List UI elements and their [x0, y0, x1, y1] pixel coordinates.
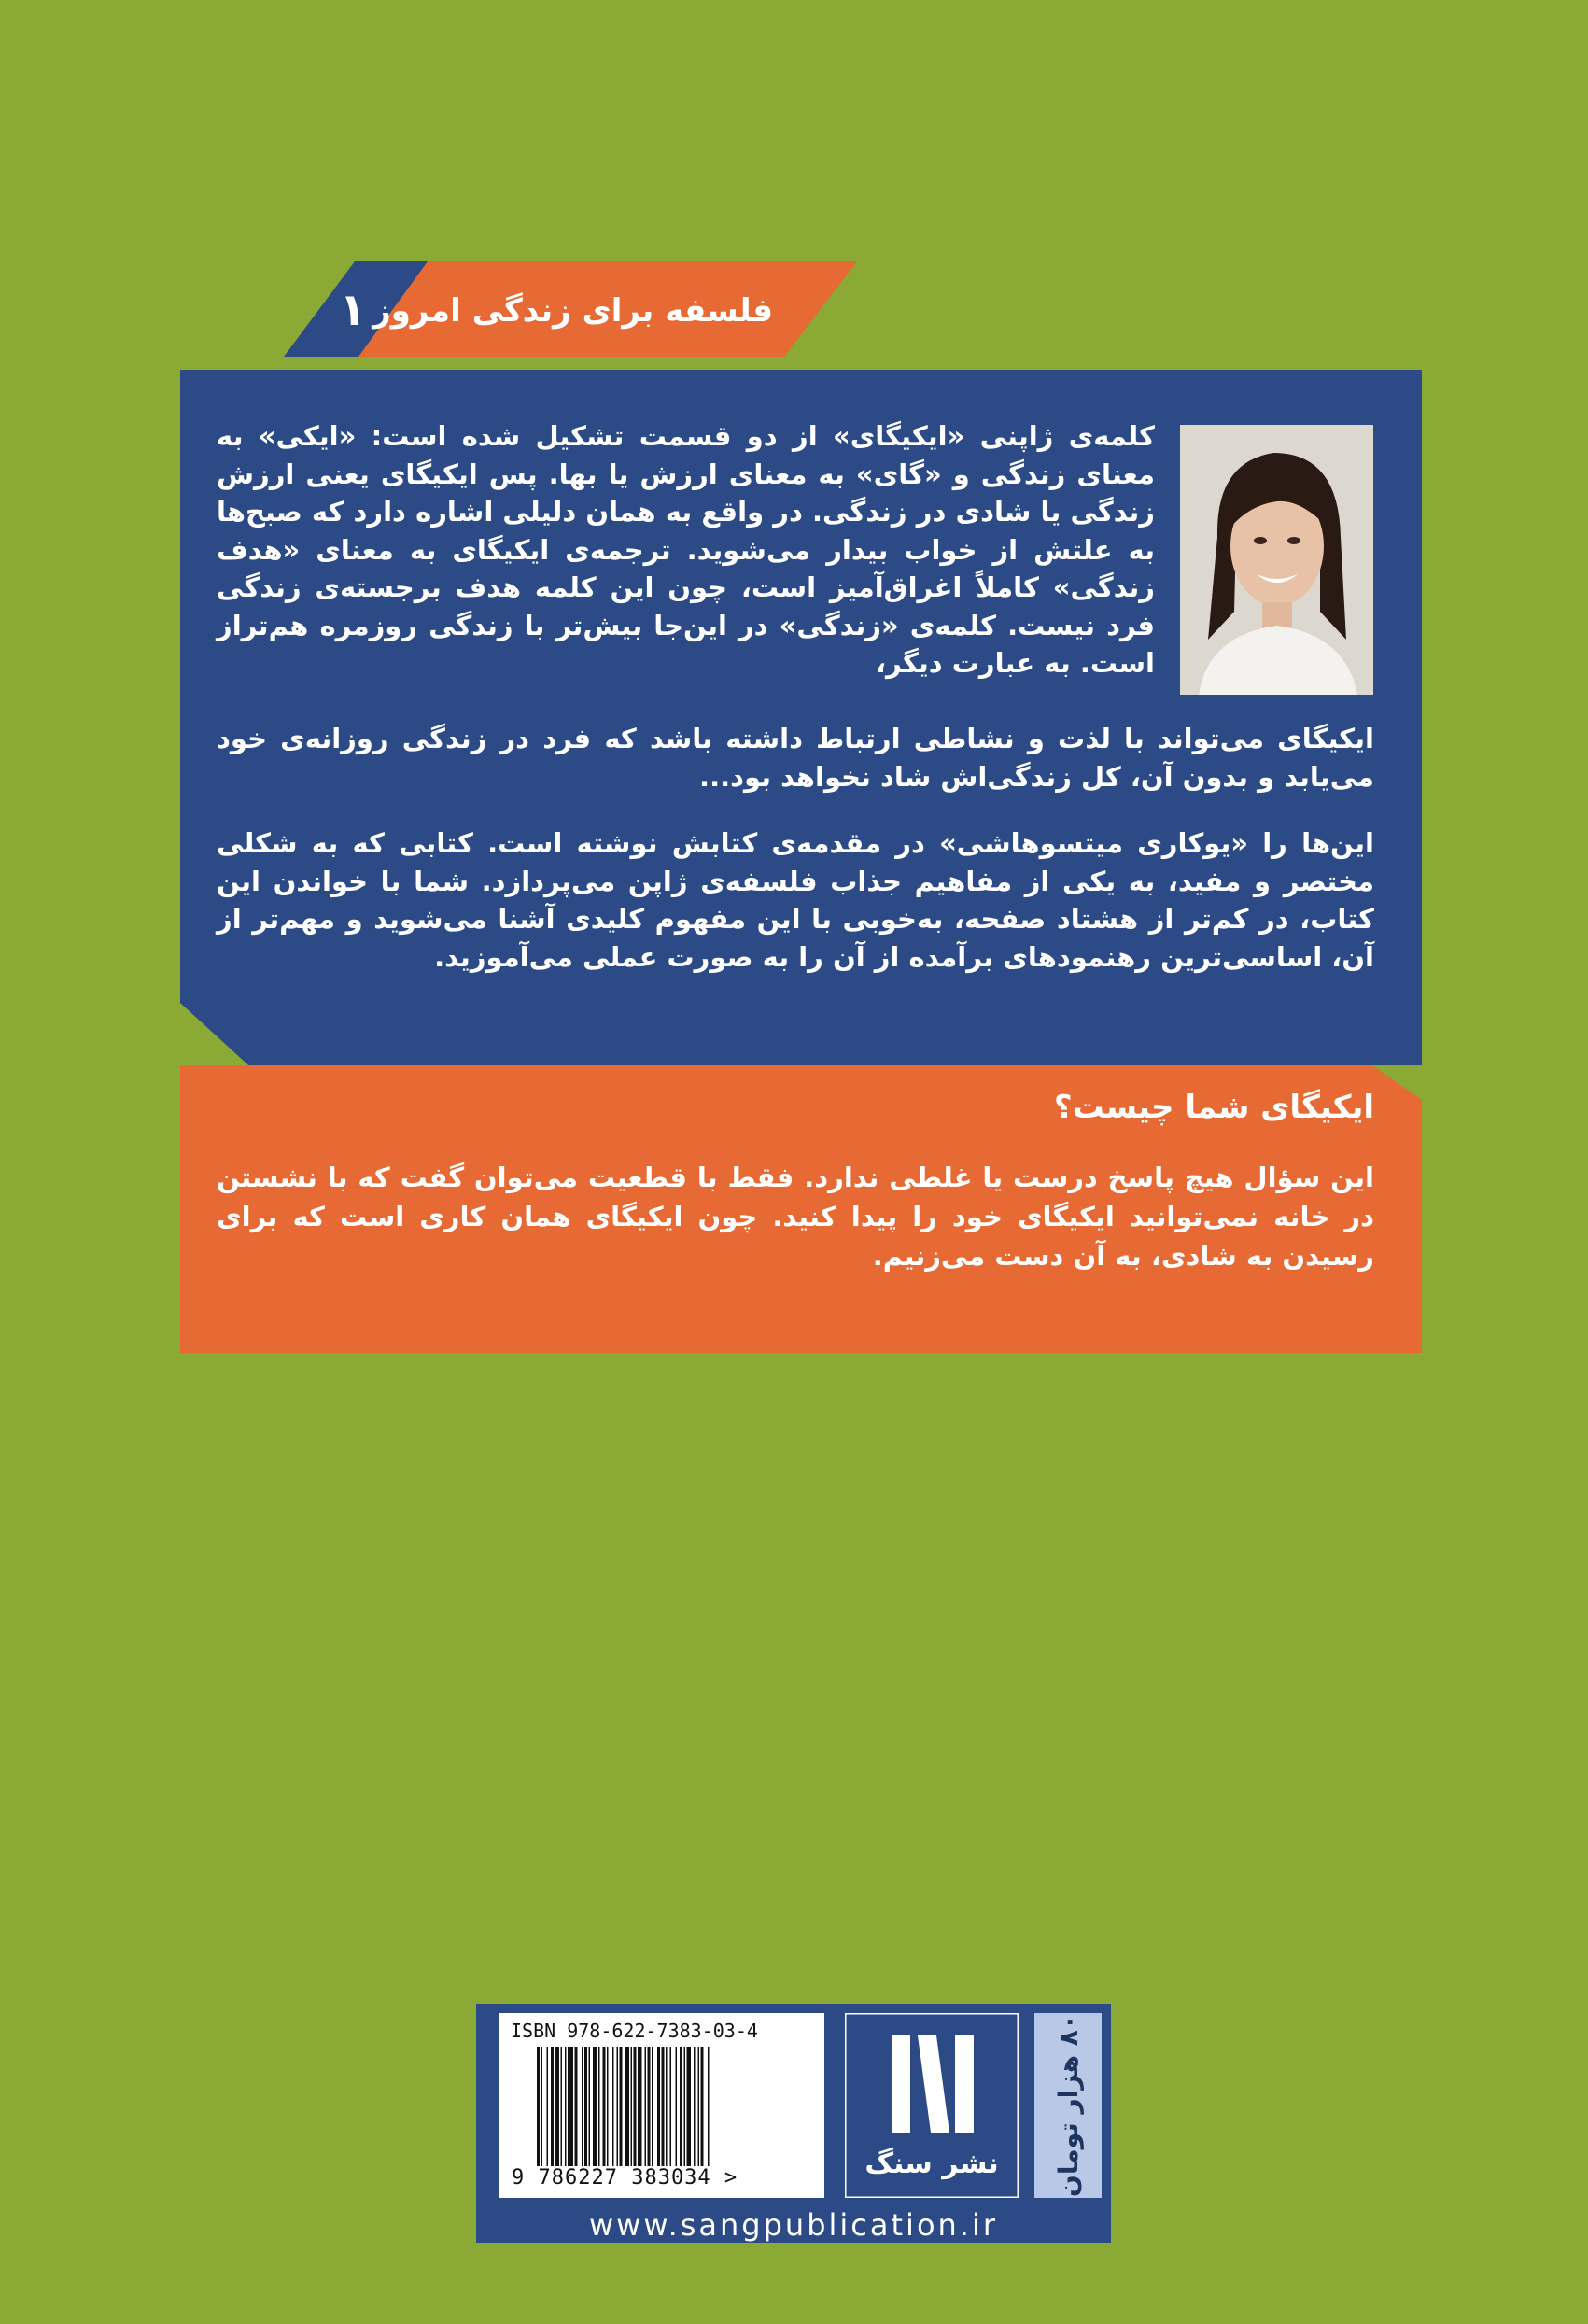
- price-text: ۸۰ هزار تومان: [1052, 2013, 1084, 2198]
- barcode-bar: [537, 2047, 540, 2166]
- barcode-bar: [701, 2047, 704, 2166]
- barcode-digits: 9 786227 383034 >: [512, 2166, 738, 2190]
- series-number: ۱: [339, 284, 367, 336]
- barcode-bar: [603, 2047, 606, 2166]
- barcode-bar: [584, 2047, 587, 2166]
- barcode-bar: [575, 2047, 578, 2166]
- barcode-bar: [638, 2047, 642, 2166]
- barcode-bar: [687, 2047, 692, 2166]
- barcode-icon: [537, 2047, 808, 2166]
- barcode-bar: [666, 2047, 668, 2166]
- barcode-bar: [589, 2047, 591, 2166]
- barcode-bar: [565, 2047, 567, 2166]
- barcode-bar: [657, 2047, 660, 2166]
- barcode-bar: [612, 2047, 614, 2166]
- barcode-bar: [698, 2047, 700, 2166]
- barcode-bar: [648, 2047, 651, 2166]
- barcode-bar: [561, 2047, 563, 2166]
- barcode-bar: [617, 2047, 619, 2166]
- blurb-paragraph-wrapped: کلمه‌ی ژاپنی «ایکیگای» از دو قسمت تشکیل شده است: «ایکی» به معنای زندگی و «گای» به معنای ارزش یا بها. پس ایکیگای یعنی ارزش زندگی یا شادی در زندگی. در واقع به همان دلیلی اشاره دارد که صبح‌ها به علتش از خواب بیدار می‌شوید. ترجمه‌ی ایکیگای به معنای «هدف زندگی» کاملاً اغراق‌آمیز است، چون این کلمه هدف برجسته‌ی زندگی فرد نیست. کلمه‌ی «زندگی» در این‌جا بیش‌تر با زندگی روزمره هم‌تراز است. به عبارت دیگر،: [217, 420, 1155, 679]
- barcode-bar: [708, 2047, 710, 2166]
- barcode-bar: [662, 2047, 665, 2166]
- barcode-bar: [652, 2047, 653, 2166]
- website-url: www.sangpublication.ir: [588, 2207, 999, 2243]
- barcode-bar: [620, 2047, 623, 2166]
- barcode-bar: [607, 2047, 609, 2166]
- barcode-bar: [598, 2047, 600, 2166]
- blurb-paragraph-second: این‌ها را «یوکاری میتسوهاشی» در مقدمه‌ی کتابش نوشته است. کتابی که به شکلی مختصر و مفید، به یکی از مفاهیم جذاب فلسفه‌ی ژاپن می‌پردازد. شما با خواندن این کتاب، در کم‌تر از هشتاد صفحه، به‌خوبی با این مفهوم کلیدی آشنا می‌شوید و مهم‌تر از آن، اساسی‌ترین رهنمودهای برآمده از آن را به صورت عملی می‌آموزید.: [217, 827, 1374, 973]
- barcode-bar: [555, 2047, 560, 2166]
- question-title: ایکیگای شما چیست؟: [1053, 1089, 1374, 1126]
- blurb-paragraph-continued: ایکیگای می‌تواند با لذت و نشاطی ارتباط داشته باشد که فرد در زندگی روزانه‌ی خود می‌یابد و بدون آن، کل زندگی‌اش شاد نخواهد بود...: [217, 723, 1374, 793]
- barcode-bar: [645, 2047, 647, 2166]
- barcode-bar: [631, 2047, 633, 2166]
- barcode-bar: [625, 2047, 630, 2166]
- barcode-bar: [551, 2047, 554, 2166]
- series-title: فلسفه برای زندگی امروز: [372, 292, 773, 330]
- barcode-bar: [593, 2047, 597, 2166]
- series-banner: [280, 258, 859, 359]
- barcode-bar: [684, 2047, 686, 2166]
- question-body: این سؤال هیچ پاسخ درست یا غلطی ندارد. فقط با قطعیت می‌توان گفت که با نشستن در خانه نمی‌توانید ایکیگای خود را پیدا کنید. چون ایکیگای همان کاری است که برای رسیدن به شادی، به آن دست می‌زنیم.: [217, 1162, 1374, 1272]
- barcode-bar: [676, 2047, 678, 2166]
- barcode-bar: [670, 2047, 672, 2166]
- price-tag: [1034, 2013, 1102, 2198]
- barcode-bar: [634, 2047, 637, 2166]
- barcode-bar: [541, 2047, 543, 2166]
- barcode-bar: [694, 2047, 696, 2166]
- barcode-bar: [680, 2047, 682, 2166]
- barcode-bar: [568, 2047, 573, 2166]
- publisher-name: نشر سنگ: [864, 2148, 999, 2180]
- isbn-label: ISBN 978-622-7383-03-4: [511, 2020, 758, 2042]
- barcode-bar: [547, 2047, 549, 2166]
- author-photo: [1180, 425, 1373, 695]
- barcode-bar: [582, 2047, 583, 2166]
